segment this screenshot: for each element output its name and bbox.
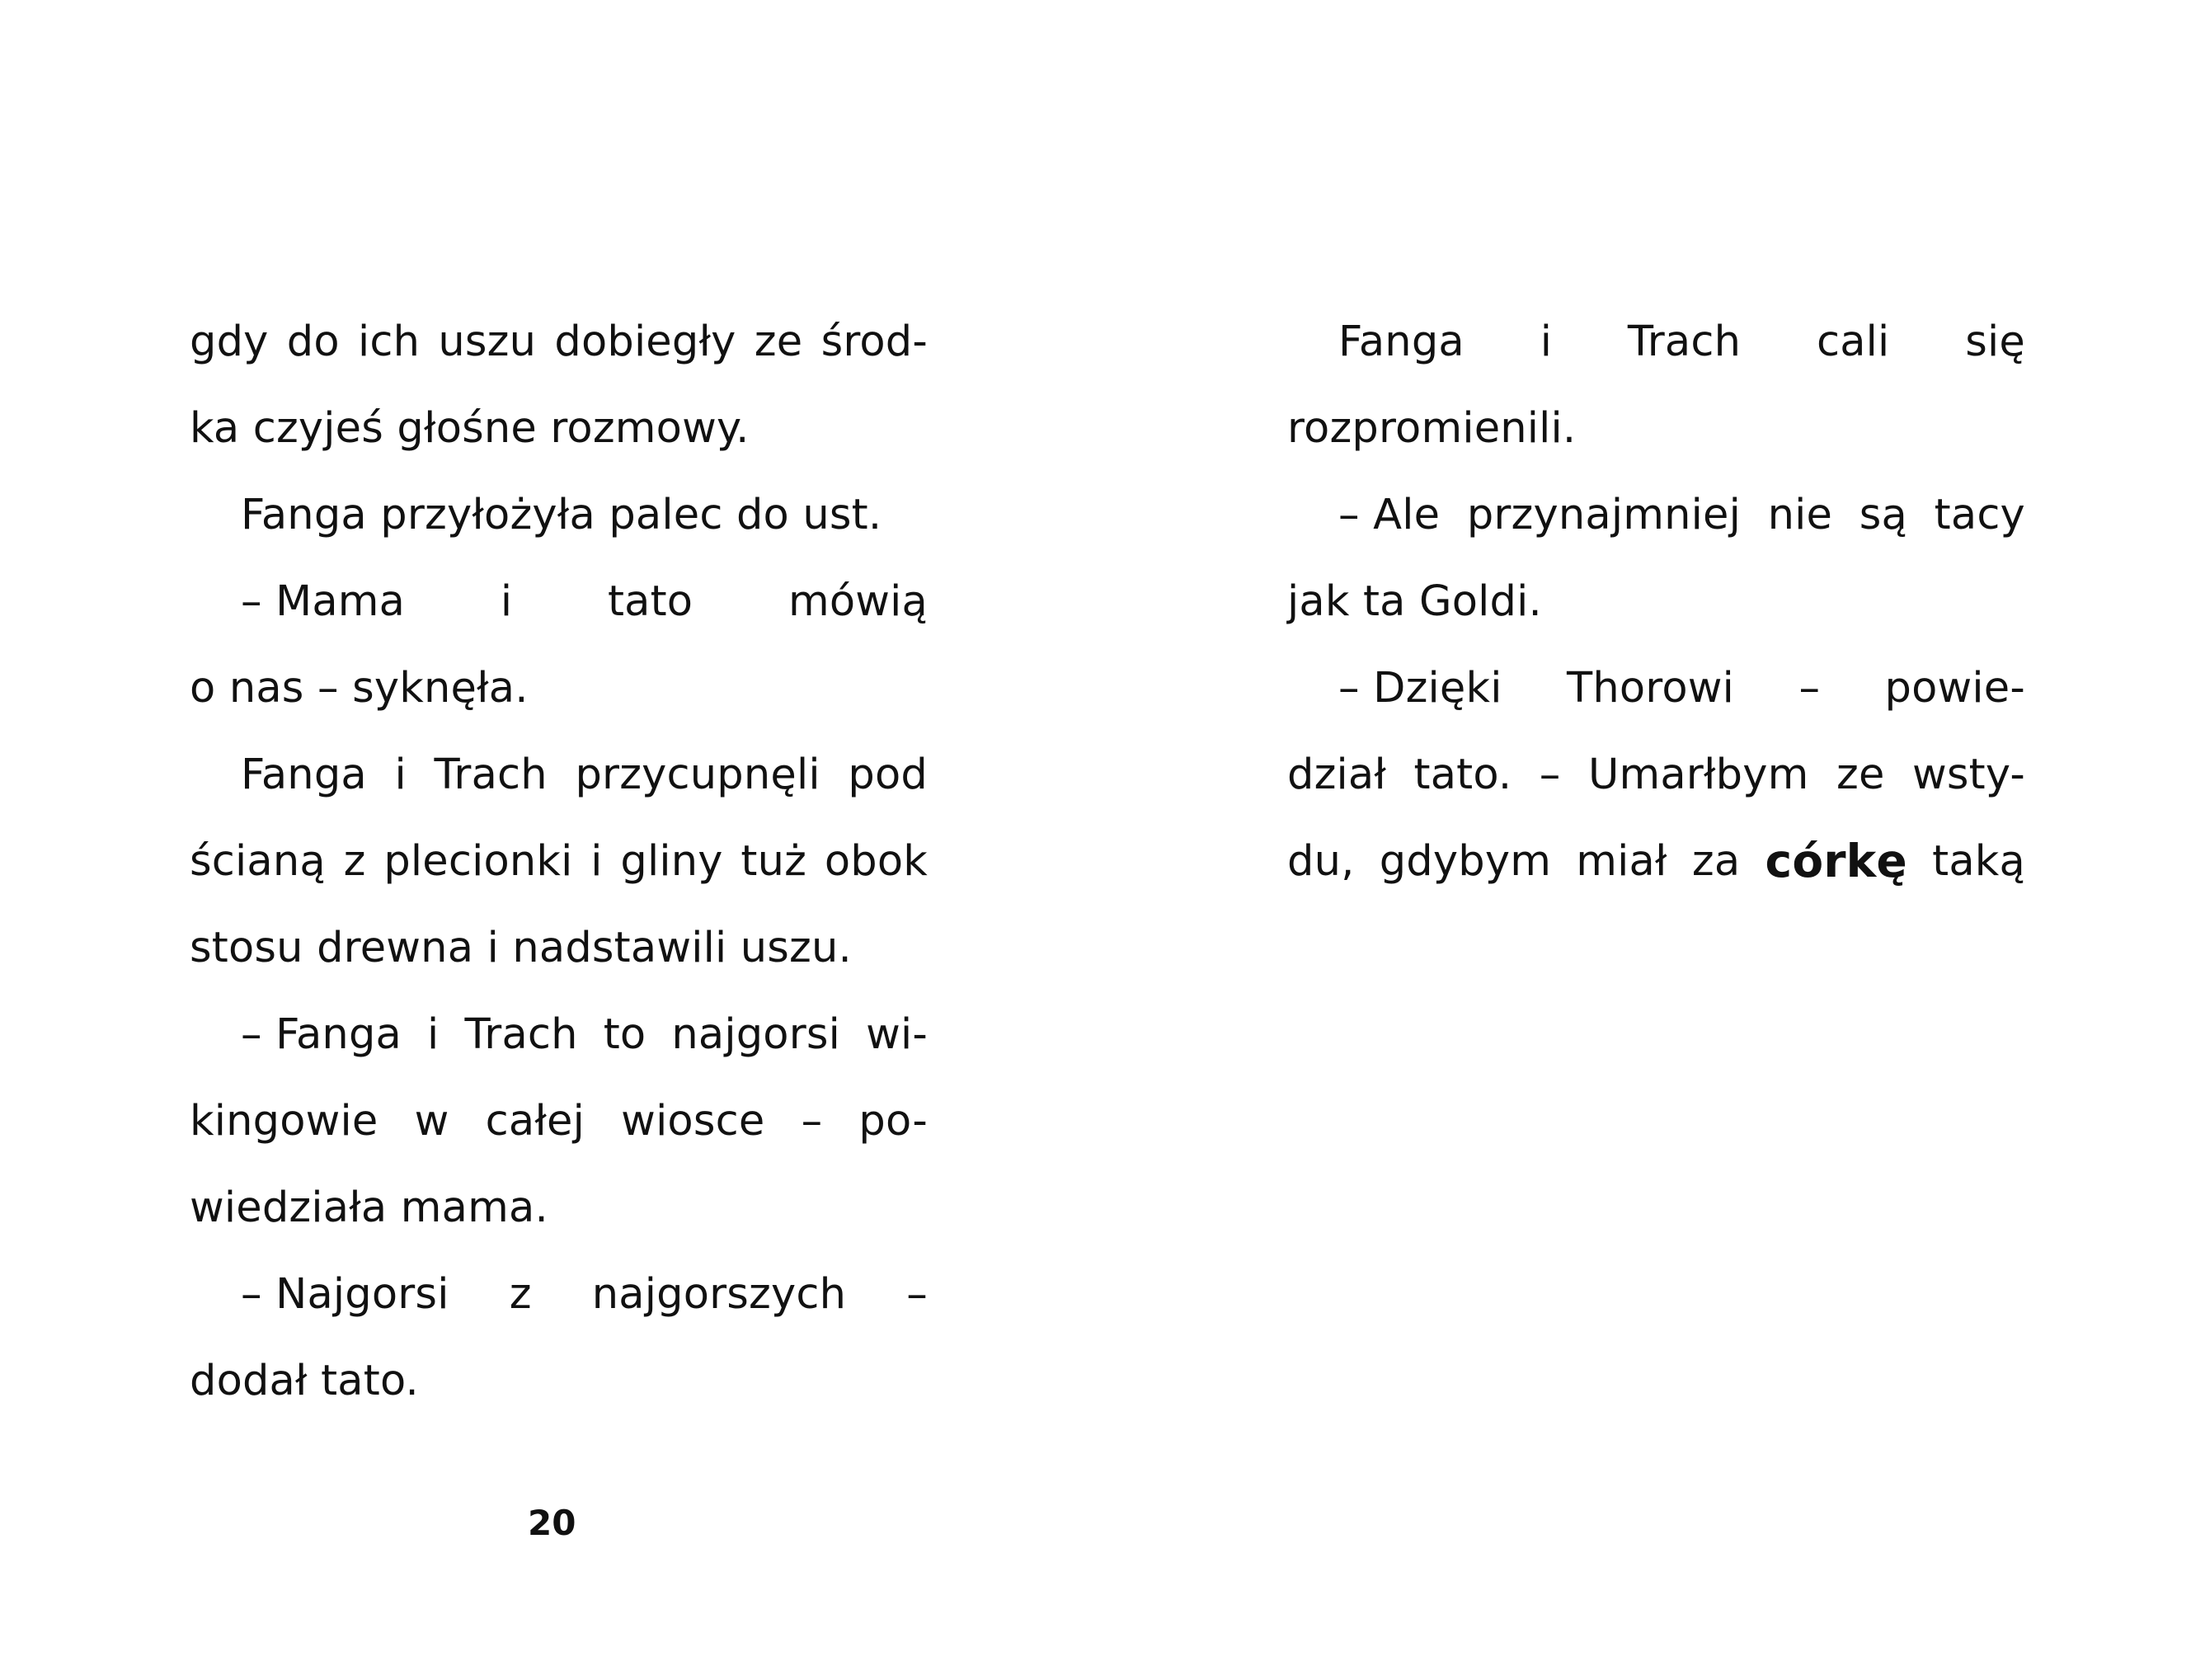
word: z — [509, 1270, 532, 1319]
word: – Fanga — [241, 1010, 402, 1059]
word: uszu — [438, 318, 537, 366]
word: Trach — [464, 1010, 578, 1059]
right-page-line — [1287, 645, 2025, 732]
word: gliny — [620, 837, 723, 886]
word: dział — [1287, 751, 1387, 799]
word: plecionki — [383, 837, 573, 886]
word: powie- — [1884, 664, 2025, 713]
word: kingowie — [190, 1097, 378, 1146]
word: – — [801, 1097, 823, 1146]
word: i — [394, 751, 407, 799]
word: Thorowi — [1567, 664, 1735, 713]
word: dobiegły — [554, 318, 736, 366]
left-page — [0, 0, 1095, 1680]
left-page-line — [190, 1078, 928, 1165]
word: i — [500, 577, 513, 626]
word: – Dzięki — [1338, 664, 1502, 713]
word: się — [1965, 318, 2025, 366]
word: w — [414, 1097, 449, 1146]
left-page-text — [190, 299, 928, 1424]
word: cali — [1816, 318, 1890, 366]
word: Trach — [1627, 318, 1742, 366]
word: mówią — [788, 577, 928, 626]
word: wiosce — [621, 1097, 765, 1146]
word: tacy — [1934, 491, 2025, 539]
left-page-line: ka czyjeś głośne rozmowy. — [190, 404, 750, 453]
word: za — [1691, 837, 1741, 886]
word: du, — [1287, 837, 1355, 886]
word: najgorszych — [591, 1270, 847, 1319]
right-page-line — [1287, 299, 2025, 385]
word: najgorsi — [671, 1010, 841, 1059]
word: ze — [754, 318, 803, 366]
word: do — [286, 318, 340, 366]
word: Fanga — [241, 751, 367, 799]
word: przynajmniej — [1466, 491, 1741, 539]
left-page-line: stosu drewna i nadstawili uszu. — [190, 924, 852, 972]
word: pod — [848, 751, 928, 799]
word: – Ale — [1338, 491, 1441, 539]
left-page-line: wiedziała mama. — [190, 1184, 548, 1232]
left-page-line — [190, 558, 928, 645]
word: po- — [858, 1097, 928, 1146]
word: ich — [357, 318, 421, 366]
word: przycupnęli — [575, 751, 820, 799]
right-page-line: rozpromienili. — [1287, 404, 1577, 453]
word: to — [603, 1010, 646, 1059]
word: – — [1539, 751, 1561, 799]
right-page-text — [1287, 299, 2025, 905]
word: – — [906, 1270, 928, 1319]
left-page-line: Fanga przyłożyła palec do ust. — [241, 491, 882, 539]
word: gdybym — [1379, 837, 1552, 886]
word: tuż — [741, 837, 807, 886]
word: i — [1540, 318, 1553, 366]
word: – — [1798, 664, 1821, 713]
word: z — [343, 837, 366, 886]
left-page-line: dodał tato. — [190, 1357, 419, 1405]
word: Umarłbym — [1587, 751, 1809, 799]
word: nie — [1767, 491, 1833, 539]
right-page-line — [1287, 472, 2025, 558]
word: Trach — [434, 751, 548, 799]
word: tato — [607, 577, 694, 626]
page-number: 20 — [528, 1503, 576, 1543]
right-page-line: jak ta Goldi. — [1287, 577, 1542, 626]
word: całej — [485, 1097, 585, 1146]
word: – Najgorsi — [241, 1270, 449, 1319]
word: ścianą — [190, 837, 326, 886]
left-page-line — [190, 818, 928, 905]
left-page-line — [190, 991, 928, 1078]
emphasized-word: córkę — [1765, 835, 1907, 887]
right-page-line — [1287, 732, 2025, 818]
word: ze — [1836, 751, 1885, 799]
word: Fanga — [1338, 318, 1465, 366]
right-page-line — [1287, 818, 2025, 905]
word: gdy — [190, 318, 269, 366]
right-page — [1095, 0, 2191, 1680]
word: obok — [824, 837, 928, 886]
word: – Mama — [241, 577, 406, 626]
left-page-line — [190, 299, 928, 385]
word: środ- — [820, 318, 928, 366]
word: są — [1859, 491, 1908, 539]
word: i — [590, 837, 603, 886]
left-page-line — [190, 1251, 928, 1338]
left-page-line — [190, 732, 928, 818]
word: wsty- — [1912, 751, 2025, 799]
word: taką — [1932, 837, 2025, 886]
word: wi- — [866, 1010, 928, 1059]
word: tato. — [1413, 751, 1512, 799]
word: i — [427, 1010, 440, 1059]
left-page-line: o nas – syknęła. — [190, 664, 529, 713]
word: miał — [1576, 837, 1667, 886]
